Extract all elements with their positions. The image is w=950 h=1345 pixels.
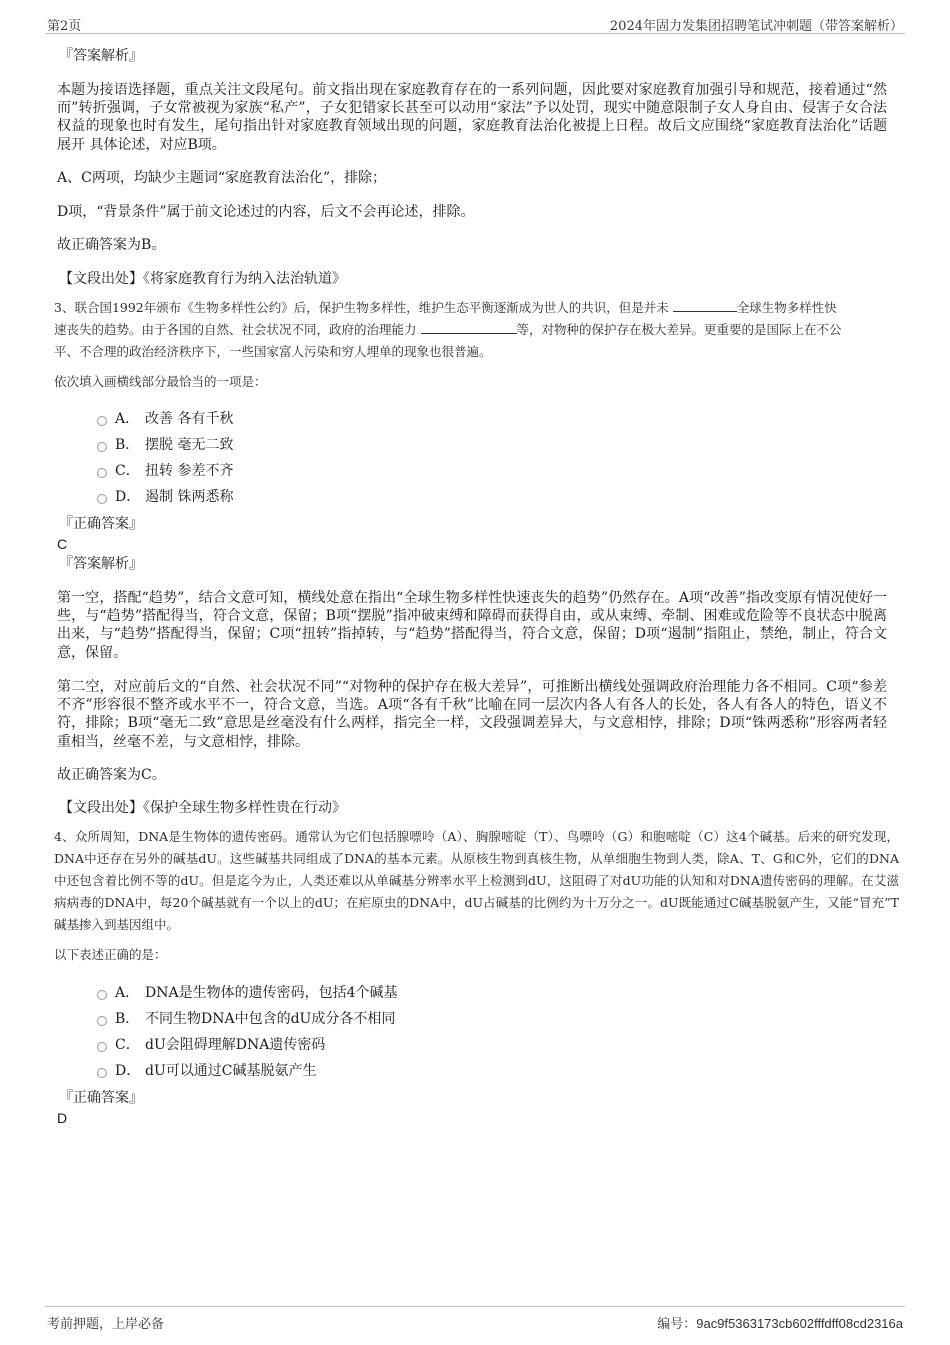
source-citation: 【文段出处】《将家庭教育行为纳入法治轨道》	[59, 271, 346, 287]
option-c[interactable]: C． 扭转 参差不齐	[97, 462, 233, 480]
analysis-heading: 『答案解析』	[59, 48, 143, 64]
analysis-paragraph: 本题为接语选择题，重点关注文段尾句。前文指出现在家庭教育存在的一系列问题，因此要对家庭教育加强引导和规范，接着通过“然而”转折强调，子女常被视为家族“私产”，子女犯错家长甚至可以动用“家法”予以处罚，现实中随意限制子女人身自由、侵害子女合法权益的现象也时有发生，尾句指出针对家庭教育领域出现的问题，家庭教育法治化被提上日程。故后文应围绕“家庭教育法治化”话题 展开 具体论述，对应B项。	[57, 82, 887, 153]
question-stem-line: 3、联合国1992年颁布《生物多样性公约》后，保护生物多样性，维护生态平衡逐渐成为世人的共识，但是并未 全球生物多样性快	[54, 300, 837, 315]
answer-heading: 『正确答案』	[59, 1090, 143, 1106]
option-c[interactable]: C． dU会阻碍理解DNA遗传密码	[97, 1036, 325, 1054]
correct-answer: C	[57, 536, 68, 552]
analysis-heading: 『答案解析』	[59, 556, 143, 572]
question-prompt: 以下表述正确的是：	[54, 947, 167, 962]
option-d[interactable]: D． dU可以通过C碱基脱氨产生	[97, 1062, 316, 1080]
radio-icon[interactable]	[97, 1042, 107, 1052]
option-a[interactable]: A． DNA是生物体的遗传密码，包括4个碱基	[97, 984, 398, 1002]
question-stem-line: 平、不合理的政治经济秩序下，一些国家富人污染和穷人埋单的现象也很普遍。	[54, 344, 492, 359]
option-b[interactable]: B． 不同生物DNA中包含的dU成分各不相同	[97, 1010, 395, 1028]
question-stem: 4、众所周知，DNA是生物体的遗传密码。通常认为它们包括腺嘌呤（A）、胸腺嘧啶（T）、鸟嘌呤（G）和胞嘧啶（C）这4个碱基。后来的研究发现，DNA中还存在另外的碱基dU。这些碱基共同组成了DNA的基本元素。从原核生物到真核生物，从单细胞生物到人类，除A、T、G和C外，它们的DNA中还包含着比例不等的dU。但是迄今为止，人类还难以从单碱基分辨率水平上检测到dU，这阻碍了对dU功能的认知和对DNA遗传密码的理解。在艾滋病病毒的DNA中，每20个碱基就有一个以上的dU；在疟原虫的DNA中，dU占碱基的比例约为十万分之一。dU既能通过C碱基脱氨产生，又能“冒充”T碱基掺入到基因组中。	[54, 829, 899, 932]
analysis-paragraph: 第一空，搭配“趋势”，结合文意可知，横线处意在指出“全球生物多样性快速丧失的趋势”仍然存在。A项“改善”指改变原有情况使好一些，与“趋势”搭配得当，符合文意，保留；B项“摆脱”指冲破束缚和障碍而获得自由，或从束缚、牵制、困难或危险等不良状态中脱离出来，与“趋势”搭配得当，保留；C项“扭转”指掉转，与“趋势”搭配得当，符合文意，保留；D项“遏制”指阻止，禁绝，制止，符合文意，保留。	[57, 590, 887, 661]
question-stem	[54, 297, 899, 363]
analysis-paragraph: D项，“背景条件”属于前文论述过的内容，后文不会再论述，排除。	[57, 204, 475, 220]
analysis-paragraph: 第二空，对应前后文的“自然、社会状况不同”“对物种的保护存在极大差异”，可推断出横线处强调政府治理能力各不相同。C项“参差不齐”形容很不整齐或水平不一，符合文意，当选。A项“各有千秋”比喻在同一层次内各人有各人的长处，各人有各人的特色，语义不符，排除；B项“毫无二致”意思是丝毫没有什么两样，指完全一样，文段强调差异大，与文意相悖，排除；D项“铢两悉称”形容两者轻重相当，丝毫不差，与文意相悖，排除。	[57, 679, 887, 750]
document-serial: 编号：9ac9f5363173cb602fffdff08cd2316a	[657, 1316, 903, 1331]
page-footer	[45, 1306, 905, 1332]
option-a[interactable]: A． 改善 各有千秋	[97, 410, 233, 428]
footer-slogan: 考前押题，上岸必备	[47, 1317, 165, 1332]
radio-icon[interactable]	[97, 468, 107, 478]
source-citation: 【文段出处】《保护全球生物多样性贵在行动》	[59, 800, 346, 816]
radio-icon[interactable]	[97, 416, 107, 426]
question-stem-line: 速丧失的趋势。由于各国的自然、社会状况不同，政府的治理能力 等，对物种的保护存在极大差异。更重要的是国际上在不公	[54, 322, 842, 337]
page-number: 第2页	[47, 19, 82, 34]
answer-heading: 『正确答案』	[59, 516, 143, 532]
analysis-paragraph: A、C两项，均缺少主题词“家庭教育法治化”，排除；	[57, 170, 387, 186]
answer-conclusion: 故正确答案为B。	[57, 237, 166, 253]
page-header	[45, 14, 905, 34]
radio-icon[interactable]	[97, 442, 107, 452]
radio-icon[interactable]	[97, 494, 107, 504]
fill-blank	[421, 320, 517, 334]
fill-blank	[673, 298, 737, 312]
option-d[interactable]: D． 遏制 铢两悉称	[97, 488, 233, 506]
radio-icon[interactable]	[97, 1068, 107, 1078]
question-prompt: 依次填入画横线部分最恰当的一项是：	[54, 374, 267, 389]
radio-icon[interactable]	[97, 1016, 107, 1026]
option-b[interactable]: B． 摆脱 毫无二致	[97, 436, 233, 454]
document-title: 2024年固力发集团招聘笔试冲刺题（带答案解析）	[609, 19, 903, 34]
answer-conclusion: 故正确答案为C。	[57, 767, 166, 783]
radio-icon[interactable]	[97, 990, 107, 1000]
correct-answer: D	[57, 1110, 68, 1126]
